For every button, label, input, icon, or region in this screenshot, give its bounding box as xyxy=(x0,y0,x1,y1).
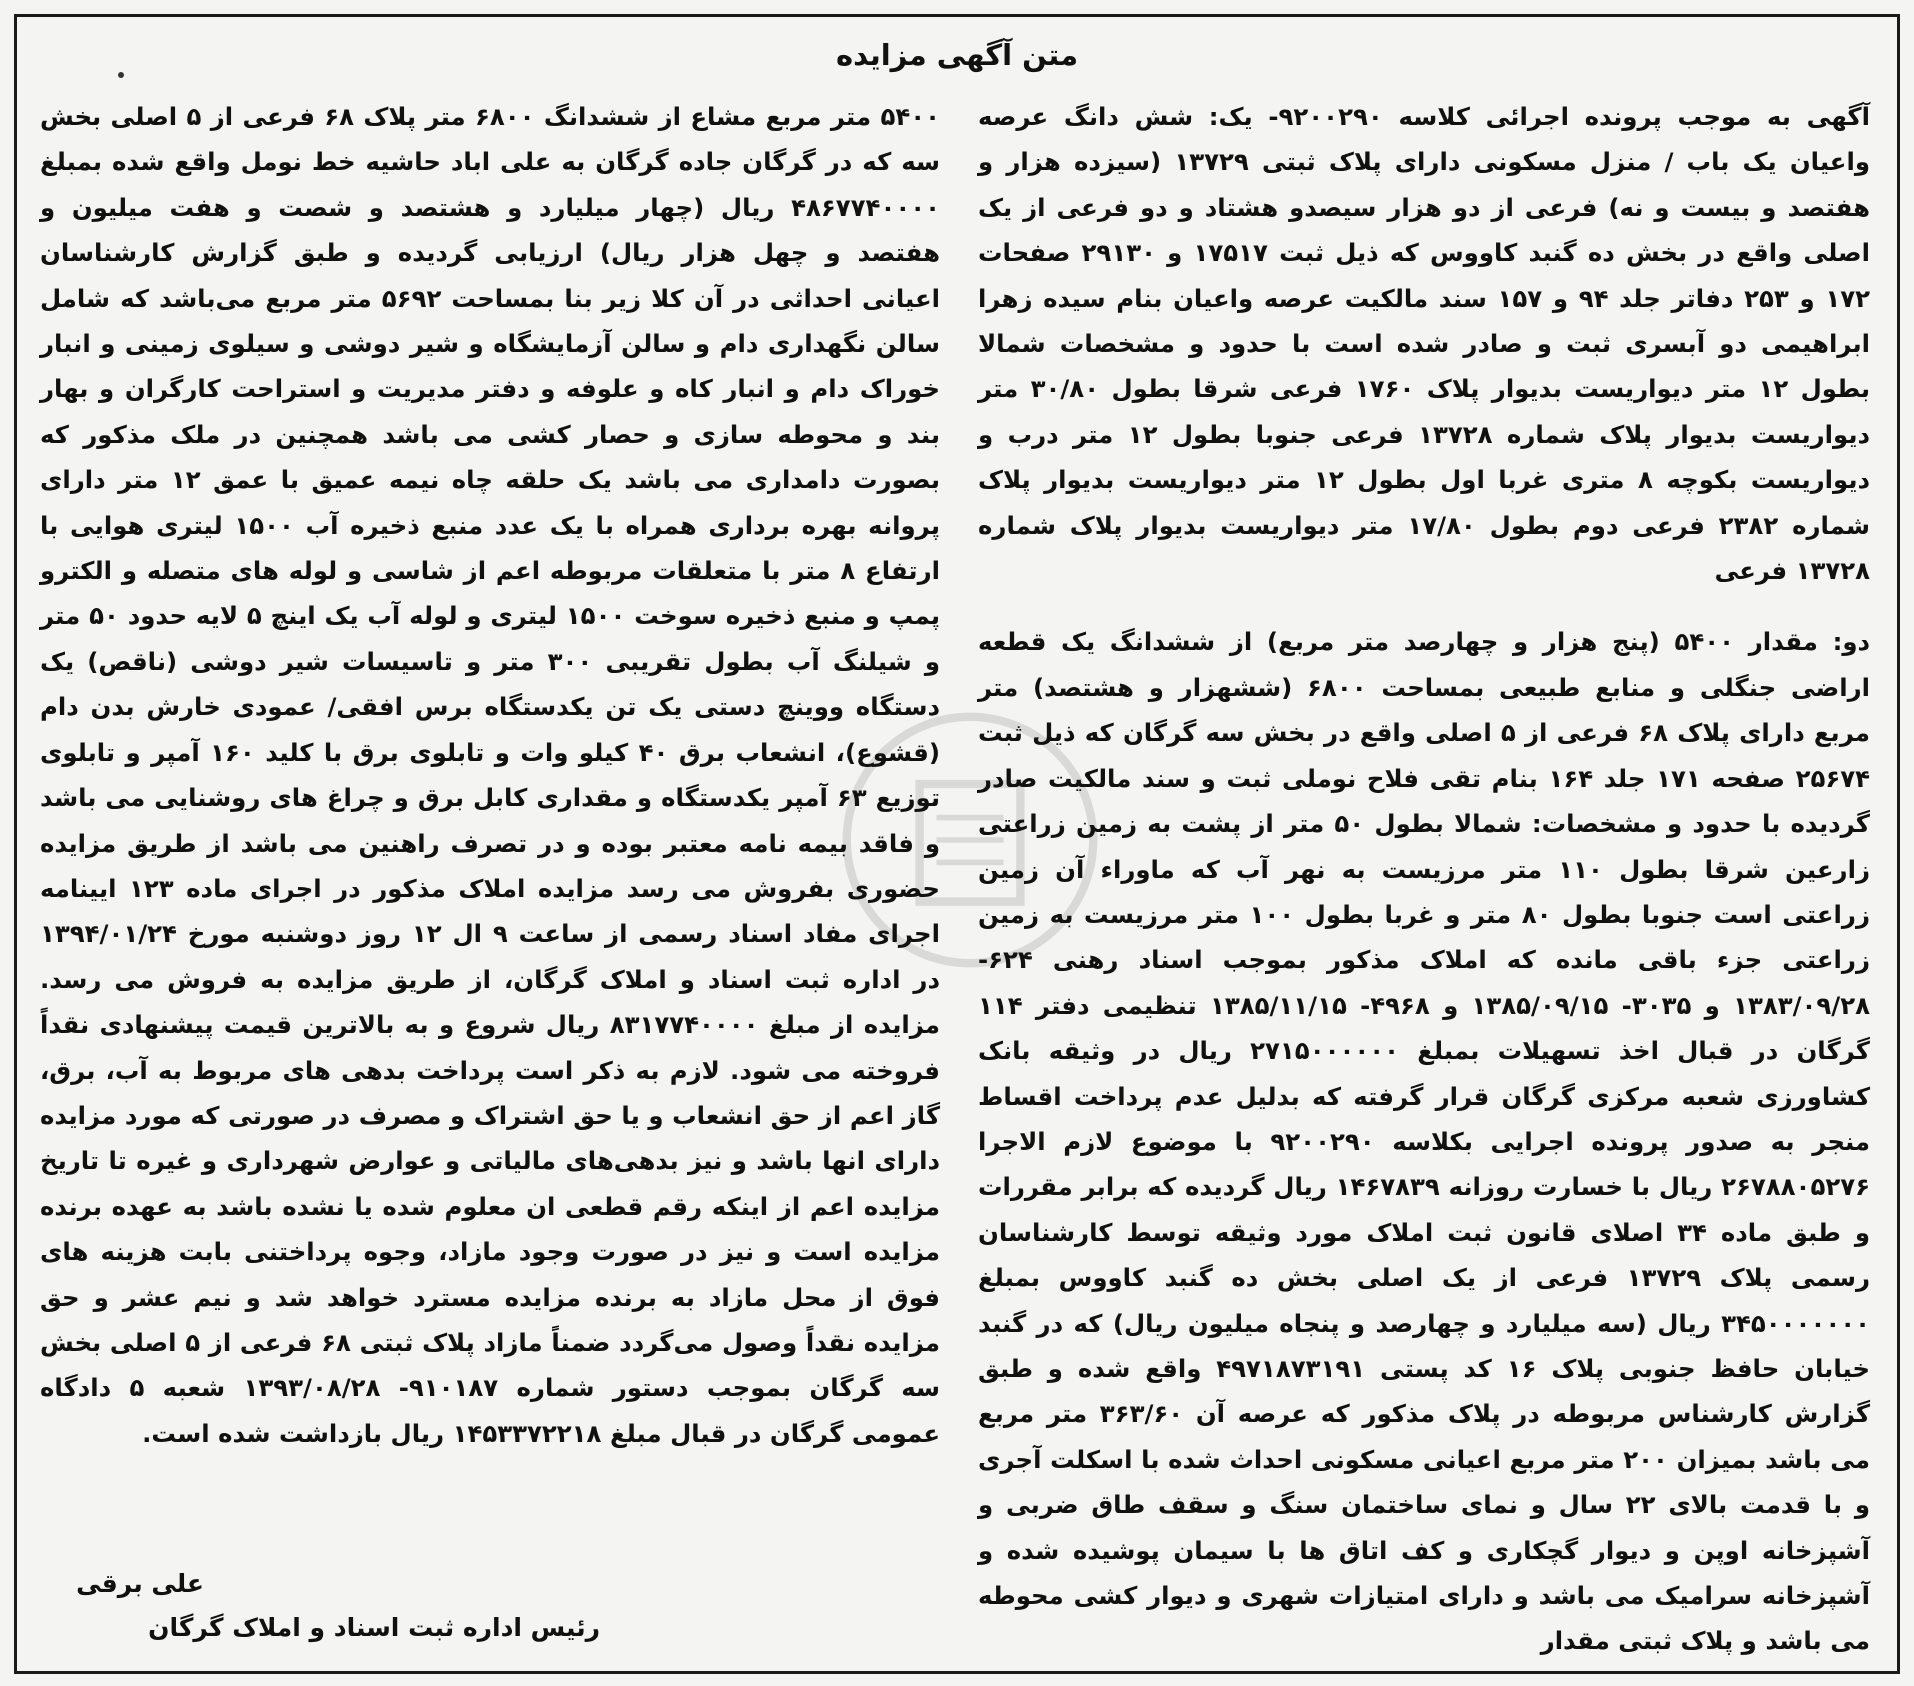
right-column xyxy=(978,94,1870,1664)
signature-block xyxy=(40,1562,600,1650)
notice-paragraph-2: دو: مقدار ۵۴۰۰ (پنج هزار و چهارصد متر مربع) از ششدانگ یک قطعه اراضی جنگلی و منابع طبیعی بمساحت ۶۸۰۰ (ششهزار و هشتصد) متر مربع دارای پلاک ۶۸ فرعی از ۵ اصلی واقع در بخش سه گرگان که ذیل ثبت ۲۵۶۷۴ صفحه ۱۷۱ جلد ۱۶۴ بنام تقی فلاح نوملی ثبت و سند مالکیت صادر گردیده با حدود و مشخصات: شمالا بطول ۵۰ متر از پشت به زمین زراعتی زارعین شرقا بطول ۱۱۰ متر مرزیست به نهر آب که ماوراء آن زمین زراعتی است جنوبا بطول ۸۰ متر و غربا بطول ۱۰۰ متر مرزیست به زمین زراعتی جزء باقی مانده که املاک مذکور بموجب اسناد رهنی ۶۲۴- ۱۳۸۳/۰۹/۲۸ و ۳۰۳۵- ۱۳۸۵/۰۹/۱۵ و ۴۹۶۸- ۱۳۸۵/۱۱/۱۵ تنظیمی دفتر ۱۱۴ گرگان در قبال اخذ تسهیلات بمبلغ ۲۷۱۵۰۰۰۰۰۰ ریال در وثیقه بانک کشاورزی شعبه مرکزی گرگان قرار گرفته که بدلیل عدم پرداخت اقساط منجر به صدور پرونده اجرایی بکلاسه ۹۲۰۰۲۹۰ با موضوع لازم الاجرا ۲۶۷۸۸۰۵۲۷۶ ریال با خسارت روزانه ۱۴۶۷۸۳۹ ریال گردیده که برابر مقررات و طبق ماده ۳۴ اصلای قانون ثبت املاک مورد وثیقه توسط کارشناسان رسمی پلاک ۱۳۷۲۹ فرعی از یک اصلی بخش ده گنبد کاووس بمبلغ ۳۴۵۰۰۰۰۰۰۰ ریال (سه میلیارد و چهارصد و پنجاه میلیون ریال) که در گنبد خیابان حافظ جنوبی پلاک ۱۶ کد پستی ۴۹۷۱۸۷۳۱۹۱ واقع شده و طبق گزارش کارشناس مربوطه در پلاک مذکور که عرصه آن ۳۶۳/۶۰ متر مربع می باشد بمیزان ۲۰۰ متر مربع اعیانی مسکونی احداث شده با اسکلت آجری و با قدمت بالای ۲۲ سال و نمای ساختمان سنگ و سقف طاق ضربی و آشپزخانه اوپن و دیوار گچکاری و کف اتاق ها با سیمان پوشیده شده و آشپزخانه سرامیک می باشد و دارای امتیازات شهری و دیوار کشی محوطه می باشد و پلاک ثبتی مقدار xyxy=(978,627,1871,1656)
signatory-name: علی برقی xyxy=(76,1569,204,1598)
signatory-position: رئیس اداره ثبت اسناد و املاک گرگان xyxy=(148,1613,600,1642)
paragraph-spacer xyxy=(978,593,1870,619)
notice-paragraph-1: آگهی به موجب پرونده اجرائی کلاسه ۹۲۰۰۲۹۰- یک: شش دانگ عرصه واعیان یک باب / منزل مسکونی دارای پلاک ثبتی ۱۳۷۲۹ (سیزده هزار و هفتصد و بیست و نه) فرعی از دو هزار سیصدو هشتاد و دو فرعی از یک اصلی واقع در بخش ده گنبد کاووس که ذیل ثبت ۱۷۵۱۷ و ۲۹۱۳۰ صفحات ۱۷۲ و ۲۵۳ دفاتر جلد ۹۴ و ۱۵۷ سند مالکیت عرصه واعیان بنام سیده زهرا ابراهیمی دو آبسری ثبت و صادر شده است با حدود و مشخصات شمالا بطول ۱۲ متر دیواریست بدیوار پلاک ۱۷۶۰ فرعی شرقا بطول ۳۰/۸۰ متر دیواریست بدیوار پلاک شماره ۱۳۷۲۸ فرعی جنوبا بطول ۱۲ متر درب و دیواریست بکوچه ۸ متری غربا اول بطول ۱۲ متر دیواریست بدیوار پلاک شماره ۲۳۸۲ فرعی دوم بطول ۱۷/۸۰ متر دیواریست بدیوار پلاک شماره ۱۳۷۲۸ فرعی xyxy=(978,102,1871,586)
ink-speck xyxy=(118,72,124,78)
notice-paragraph-3: ۵۴۰۰ متر مربع مشاع از ششدانگ ۶۸۰۰ متر پلاک ۶۸ فرعی از ۵ اصلی بخش سه که در گرگان جاده گرگان به علی اباد حاشیه خط نومل واقع شده بمبلغ ۴۸۶۷۷۴۰۰۰۰ ریال (چهار میلیارد و هشتصد و شصت و هفت میلیون و هفتصد و چهل هزار ریال) ارزیابی گردیده و طبق گزارش کارشناسان اعیانی احداثی در آن کلا زیر بنا بمساحت ۵۶۹۲ متر مربع می‌باشد که شامل سالن نگهداری دام و سالن آزمایشگاه و شیر دوشی و سیلوی زمینی و انبار خوراک دام و انبار کاه و علوفه و دفتر مدیریت و استراحت کارگران و بهار بند و محوطه سازی و حصار کشی می باشد همچنین در ملک مذکور که بصورت دامداری می باشد یک حلقه چاه نیمه عمیق با عمق ۱۲ متر دارای پروانه بهره برداری همراه با یک عدد منبع ذخیره آب ۱۵۰۰ لیتری هوایی با ارتفاع ۸ متر با متعلقات مربوطه اعم از شاسی و لوله های متصله و الکترو پمپ و منبع ذخیره سوخت ۱۵۰۰ لیتری و لوله آب یک اینچ ۵ لایه حدود ۵۰ متر و شیلنگ آب بطول تقریبی ۳۰۰ متر و تاسیسات شیر دوشی (ناقص) یک دستگاه ووینچ دستی یک تن یکدستگاه برس افقی/ عمودی خارش بدن دام (قشوع)، انشعاب برق ۴۰ کیلو وات و تابلوی برق با کلید ۱۶۰ آمپر و تابلوی توزیع ۶۳ آمپر یکدستگاه و مقداری کابل برق و چراغ های روشنایی می باشد و فاقد بیمه نامه معتبر بوده و در تصرف راهنین می باشد از طریق مزایده حضوری بفروش می رسد مزایده املاک مذکور در اجرای ماده ۱۲۳ ایینامه اجرای مفاد اسناد رسمی از ساعت ۹ ال ۱۲ روز دوشنبه مورخ ۱۳۹۴/۰۱/۲۴ در اداره ثبت اسناد و املاک گرگان، از طریق مزایده به فروش می رسد. مزایده از مبلغ ۸۳۱۷۷۴۰۰۰۰ ریال شروع و به بالاترین قیمت پیشنهادی نقداً فروخته می شود. لازم به ذکر است پرداخت بدهی های مربوط به آب، برق، گاز اعم از حق انشعاب و یا حق اشتراک و مصرف در صورتی که مورد مزایده دارای انها باشد و نیز بدهی‌های مالیاتی و عوارض شهرداری و غیره تا تاریخ مزایده اعم از اینکه رقم قطعی ان معلوم شده یا نشده باشد به عهده برنده مزایده است و نیز در صورت وجود مازاد، وجوه پرداختنی بابت هزینه های فوق از محل مازاد به برنده مزایده مسترد خواهد شد و نیم عشر و حق مزایده نقداً وصول می‌گردد ضمناً مازاد پلاک ثبتی ۶۸ فرعی از ۵ اصلی بخش سه گرگان بموجب دستور شماره ۹۱۰۱۸۷- ۱۳۹۳/۰۸/۲۸ شعبه ۵ دادگاه عمومی گرگان در قبال مبلغ ۱۴۵۳۳۷۲۲۱۸ ریال بازداشت شده است. xyxy=(40,102,941,1448)
left-column xyxy=(40,94,940,1456)
notice-title: متن آگهی مزایده xyxy=(835,38,1079,72)
